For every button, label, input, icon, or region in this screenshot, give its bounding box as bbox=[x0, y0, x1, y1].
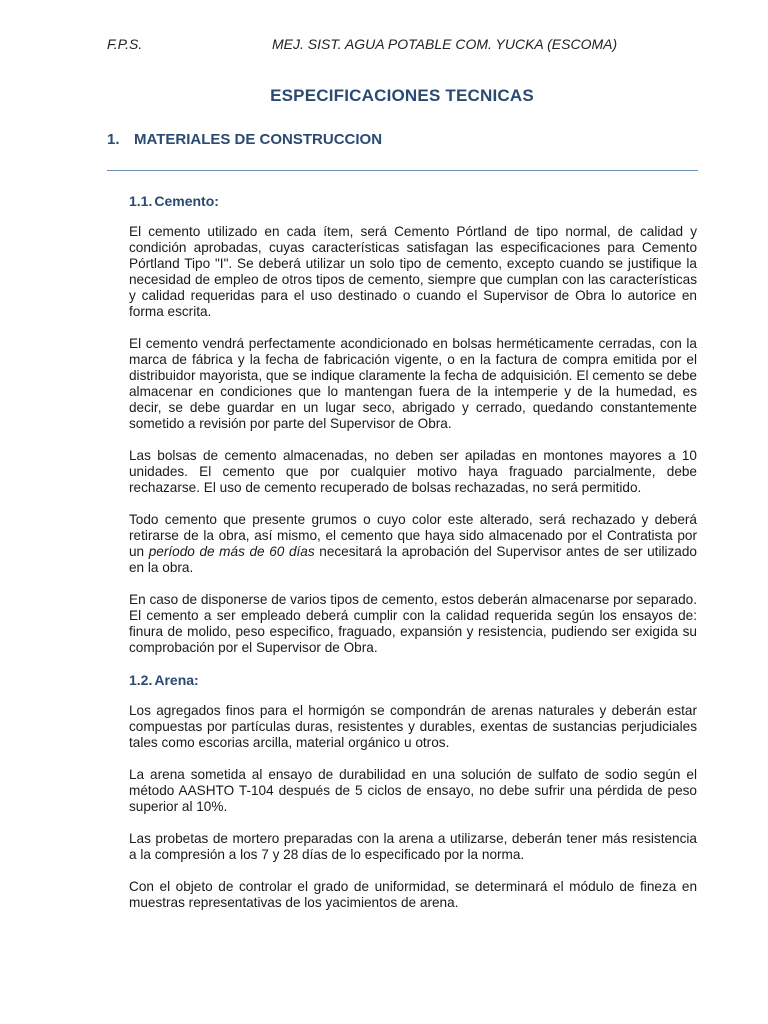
header-author: F.P.S. bbox=[107, 36, 143, 52]
paragraph: Las probetas de mortero preparadas con la arena a utilizarse, deberán tener más resistencia a la compresión a los 7 y 28 días de lo especificado por la norma. bbox=[129, 831, 697, 862]
paragraph: Los agregados finos para el hormigón se compondrán de arenas naturales y deberán estar compuestas por partículas duras, resistentes y durables, exentas de sustancias perjudiciales tales como escorias arcilla, material orgánico u otros. bbox=[129, 703, 697, 750]
subsection-heading-cemento bbox=[129, 193, 697, 210]
paragraph: El cemento vendrá perfectamente acondicionado en bolsas herméticamente cerradas, con la marca de fábrica y la fecha de fabricación vigente, o en la factura de compra emitida por el distribuidor mayorista, que se indique claramente la fecha de adquisición. El cemento se debe almacenar en condiciones que lo mantengan fuera de la intemperie y de la humedad, es decir, se debe guardar en un lugar seco, abrigado y cerrado, quedando constantemente sometido a revisión por parte del Supervisor de Obra. bbox=[129, 336, 697, 431]
header-project: MEJ. SIST. AGUA POTABLE COM. YUCKA (ESCOMA) bbox=[272, 36, 618, 52]
section-title-text: MATERIALES DE CONSTRUCCION bbox=[134, 131, 383, 148]
paragraph-emphasis: período de más de 60 días bbox=[148, 544, 315, 559]
subsection-number: 1.1. bbox=[129, 193, 153, 209]
section-heading bbox=[107, 131, 382, 148]
paragraph: Con el objeto de controlar el grado de uniformidad, se determinará el módulo de fineza en muestras representativas de los yacimientos de arena. bbox=[129, 879, 697, 910]
subsection-number: 1.2. bbox=[129, 672, 153, 688]
paragraph-text: necesitará la aprobación del Supervisor antes de ser utilizado en la obra. bbox=[129, 544, 697, 575]
paragraph: En caso de disponerse de varios tipos de cemento, estos deberán almacenarse por separado. El cemento a ser empleado deberá cumplir con la calidad requerida según los ensayos de: finura de molido, peso especifico, fraguado, expansión y resistencia, pudiendo ser exigida su comprobación por el Supervisor de Obra. bbox=[129, 592, 697, 655]
subsection-heading-arena bbox=[129, 672, 697, 689]
document-title: ESPECIFICACIONES TECNICAS bbox=[270, 86, 534, 105]
paragraph: El cemento utilizado en cada ítem, será Cemento Pórtland de tipo normal, de calidad y condición aprobadas, cuyas características satisfagan las especificaciones para Cemento Pórtland Tipo "I". Se deberá utilizar un solo tipo de cemento, excepto cuando se justifique la necesidad de empleo de otros tipos de cemento, siempre que cumplan con las características y calidad requeridas para el uso destinado o cuando el Supervisor de Obra lo autorice en forma escrita. bbox=[129, 224, 697, 319]
paragraph: Las bolsas de cemento almacenadas, no deben ser apiladas en montones mayores a 10 unidades. El cemento que por cualquier motivo haya fraguado parcialmente, debe rechazarse. El uso de cemento recuperado de bolsas rechazadas, no será permitido. bbox=[129, 448, 697, 495]
paragraph bbox=[129, 512, 697, 576]
subsection-title: Arena: bbox=[154, 672, 199, 688]
paragraph-text: Todo cemento que presente grumos o cuyo color este alterado, será rechazado y deberá retirarse de la obra, así mismo, el cemento que haya sido almacenado por el Contratista por un bbox=[129, 512, 697, 559]
page-header bbox=[107, 36, 708, 56]
section-number: 1. bbox=[107, 131, 120, 148]
paragraph: La arena sometida al ensayo de durabilidad en una solución de sulfato de sodio según el método AASHTO T-104 después de 5 ciclos de ensayo, no debe sufrir una pérdida de peso superior al 10%. bbox=[129, 767, 697, 814]
subsection-title: Cemento: bbox=[154, 193, 219, 209]
document-body bbox=[129, 193, 697, 927]
section-divider bbox=[107, 170, 698, 171]
